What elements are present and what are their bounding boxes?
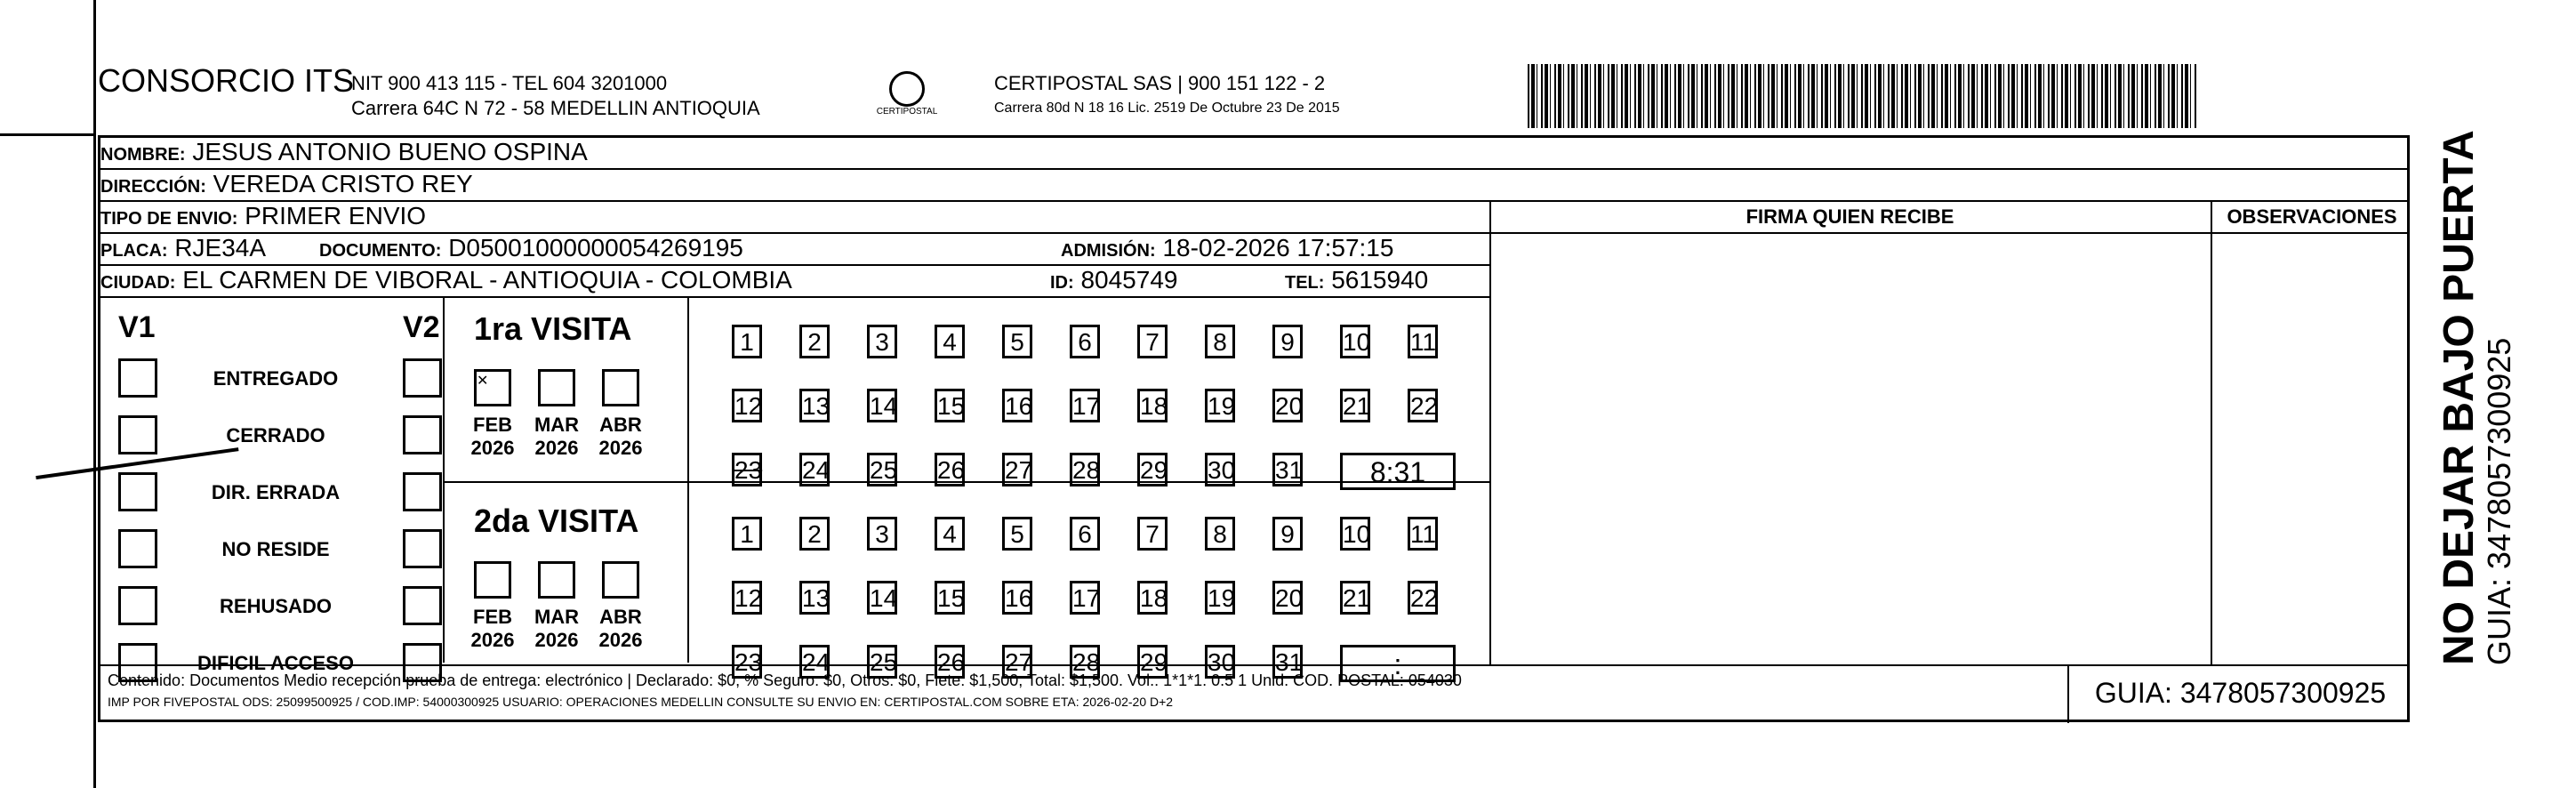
day-checkbox[interactable]: 23 [732, 453, 762, 486]
day-checkbox[interactable]: 1 [732, 517, 762, 551]
month-checkbox[interactable]: ✕ [474, 369, 511, 406]
side-line2: GUIA: 3478057300925 [2481, 337, 2517, 665]
status-item [118, 529, 438, 572]
day-checkbox[interactable]: 4 [935, 325, 965, 358]
ciudad-label: CIUDAD: [100, 273, 176, 293]
admision-value: 18-02-2026 17:57:15 [1162, 234, 1394, 261]
documento-label: DOCUMENTO: [319, 241, 442, 261]
day-checkbox[interactable]: 15 [935, 389, 965, 422]
day-checkbox[interactable]: 18 [1137, 389, 1168, 422]
time-field[interactable]: 8:31 [1340, 453, 1456, 490]
day-checkbox[interactable]: 22 [1408, 581, 1438, 615]
documento-field [319, 234, 743, 262]
day-checkbox[interactable]: 26 [935, 453, 965, 486]
day-checkbox[interactable]: 28 [1070, 453, 1100, 486]
tipo-label: TIPO DE ENVIO: [100, 209, 238, 229]
day-checkbox[interactable]: 21 [1340, 581, 1370, 615]
id-field [1050, 266, 1177, 294]
status-label: DIFICIL ACCESO [197, 652, 354, 674]
day-checkbox[interactable]: 23 [732, 645, 762, 679]
company-line2: Carrera 64C N 72 - 58 MEDELLIN ANTIOQUIA [351, 97, 760, 119]
footer-guia: GUIA: 3478057300925 [2067, 666, 2411, 723]
observaciones-label: OBSERVACIONES [2211, 202, 2411, 234]
company-line1: NIT 900 413 115 - TEL 604 3201000 [351, 72, 668, 94]
v1-checkbox[interactable] [118, 415, 157, 454]
day-checkbox[interactable]: 1 [732, 325, 762, 358]
direccion-label: DIRECCIÓN: [100, 177, 206, 197]
day-checkbox[interactable]: 8 [1205, 325, 1235, 358]
day-checkbox[interactable]: 8 [1205, 517, 1235, 551]
footer-line2: IMP POR FIVEPOSTAL ODS: 25099500925 / COD.IMP: 54000300925 USUARIO: OPERACIONES MEDELLIN CONSULTE SU ENVIO EN: CERTIPOSTAL.COM SOBRE ETA: 2026-02-20 D+2 [108, 695, 1174, 709]
day-checkbox[interactable]: 30 [1205, 453, 1235, 486]
day-checkbox[interactable]: 16 [1002, 389, 1032, 422]
admision-field [1061, 234, 1393, 262]
month-checkbox[interactable] [602, 369, 639, 406]
day-checkbox[interactable]: 19 [1205, 389, 1235, 422]
day-checkbox[interactable]: 4 [935, 517, 965, 551]
day-checkbox[interactable]: 2 [799, 517, 830, 551]
month-checkbox[interactable] [538, 561, 575, 599]
month-label: ABR 2026 [598, 414, 643, 459]
day-checkbox[interactable]: 14 [867, 389, 897, 422]
carrier-info [994, 71, 1340, 121]
day-checkbox[interactable]: 28 [1070, 645, 1100, 679]
barcode [1528, 64, 2196, 128]
top-left-border [0, 0, 96, 136]
id-value: 8045749 [1080, 266, 1178, 293]
company-info [351, 71, 760, 121]
v2-checkbox[interactable] [403, 415, 442, 454]
visit-title: 2da VISITA [474, 503, 639, 539]
day-checkbox[interactable]: 11 [1408, 517, 1438, 551]
company-name: CONSORCIO ITS [98, 62, 355, 99]
status-label: CERRADO [226, 424, 325, 446]
tel-label: TEL: [1285, 273, 1325, 293]
day-checkbox[interactable]: 21 [1340, 389, 1370, 422]
day-checkbox[interactable]: 3 [867, 325, 897, 358]
day-checkbox[interactable]: 5 [1002, 517, 1032, 551]
status-item [118, 358, 438, 401]
month-label: FEB 2026 [470, 606, 515, 651]
status-label: DIR. ERRADA [211, 481, 341, 503]
time-field[interactable]: : [1340, 645, 1456, 682]
day-checkbox[interactable]: 6 [1070, 325, 1100, 358]
day-checkbox[interactable]: 2 [799, 325, 830, 358]
direccion-value: VEREDA CRISTO REY [213, 170, 473, 197]
day-checkbox[interactable]: 31 [1272, 453, 1303, 486]
status-label: REHUSADO [220, 595, 332, 617]
day-checkbox[interactable]: 19 [1205, 581, 1235, 615]
month-checkbox[interactable] [538, 369, 575, 406]
header-left [98, 62, 354, 100]
v2-checkbox[interactable] [403, 529, 442, 568]
day-checkbox[interactable]: 11 [1408, 325, 1438, 358]
day-checkbox[interactable]: 20 [1272, 581, 1303, 615]
status-item [118, 415, 438, 458]
tipo-value: PRIMER ENVIO [245, 202, 427, 229]
visit-title: 1ra VISITA [474, 310, 632, 347]
month-label: FEB 2026 [470, 414, 515, 459]
carrier-line1: CERTIPOSTAL SAS | 900 151 122 - 2 [994, 72, 1326, 94]
v2-label: V2 [403, 310, 440, 344]
month-label: MAR 2026 [534, 606, 580, 651]
ciudad-value: EL CARMEN DE VIBORAL - ANTIOQUIA - COLOMBIA [182, 266, 792, 293]
left-border [93, 0, 96, 788]
day-checkbox[interactable]: 26 [935, 645, 965, 679]
carrier-line2: Carrera 80d N 18 16 Lic. 2519 De Octubre 23 De 2015 [994, 101, 1340, 116]
v1-checkbox[interactable] [118, 358, 157, 398]
firma-label: FIRMA QUIEN RECIBE [1745, 205, 1954, 228]
day-checkbox[interactable]: 6 [1070, 517, 1100, 551]
placa-label: PLACA: [100, 241, 168, 261]
v2-checkbox[interactable] [403, 472, 442, 511]
day-checkbox[interactable]: 31 [1272, 645, 1303, 679]
day-checkbox[interactable]: 3 [867, 517, 897, 551]
day-checkbox[interactable]: 9 [1272, 325, 1303, 358]
v2-checkbox[interactable] [403, 586, 442, 625]
day-checkbox[interactable]: 13 [799, 581, 830, 615]
day-checkbox[interactable]: 30 [1205, 645, 1235, 679]
day-checkbox[interactable]: 9 [1272, 517, 1303, 551]
month-checkbox[interactable] [474, 561, 511, 599]
day-checkbox[interactable]: 20 [1272, 389, 1303, 422]
day-checkbox[interactable]: 12 [732, 581, 762, 615]
tel-field [1285, 266, 1428, 294]
v1-checkbox[interactable] [118, 586, 157, 625]
day-checkbox[interactable]: 18 [1137, 581, 1168, 615]
documento-value: D05001000000054269195 [448, 234, 743, 261]
day-checkbox[interactable]: 14 [867, 581, 897, 615]
month-checkbox[interactable] [602, 561, 639, 599]
placa-value: RJE34A [174, 234, 267, 261]
shipping-form [98, 135, 2410, 722]
day-checkbox[interactable]: 25 [867, 453, 897, 486]
day-checkbox[interactable]: 27 [1002, 645, 1032, 679]
day-checkbox[interactable]: 17 [1070, 389, 1100, 422]
status-label: NO RESIDE [221, 538, 330, 560]
logo-text: CERTIPOSTAL [876, 107, 938, 117]
day-checkbox[interactable]: 16 [1002, 581, 1032, 615]
day-checkbox[interactable]: 22 [1408, 389, 1438, 422]
day-checkbox[interactable]: 27 [1002, 453, 1032, 486]
side-line1: NO DEJAR BAJO PUERTA [2436, 130, 2483, 665]
nombre-label: NOMBRE: [100, 145, 186, 165]
day-checkbox[interactable]: 10 [1340, 517, 1370, 551]
day-checkbox[interactable]: 15 [935, 581, 965, 615]
day-checkbox[interactable]: 7 [1137, 517, 1168, 551]
certipostal-logo [876, 71, 938, 117]
month-label: MAR 2026 [534, 414, 580, 459]
day-checkbox[interactable]: 5 [1002, 325, 1032, 358]
id-label: ID: [1050, 273, 1074, 293]
footer-line1: Contenido: Documentos Medio recepción prueba de entrega: electrónico | Declarado: $0, % Seguro: $0, Otros: $0, Flete: $1,500, Total: $1,500. Vol.: 1*1*1. 0.5 1 Unid. COD. POSTAL: 054030 [108, 671, 1462, 689]
day-checkbox[interactable]: 7 [1137, 325, 1168, 358]
tel-value: 5615940 [1331, 266, 1429, 293]
day-checkbox[interactable]: 24 [799, 453, 830, 486]
day-checkbox[interactable]: 13 [799, 389, 830, 422]
side-text [2436, 130, 2516, 665]
day-checkbox[interactable]: 12 [732, 389, 762, 422]
v1-checkbox[interactable] [118, 529, 157, 568]
day-checkbox[interactable]: 10 [1340, 325, 1370, 358]
day-checkbox[interactable]: 17 [1070, 581, 1100, 615]
admision-label: ADMISIÓN: [1061, 241, 1156, 261]
day-checkbox[interactable]: 24 [799, 645, 830, 679]
signature-header [1489, 202, 2410, 234]
status-label: ENTREGADO [213, 367, 339, 390]
day-checkbox[interactable]: 29 [1137, 453, 1168, 486]
status-item [118, 586, 438, 629]
day-checkbox[interactable]: 29 [1137, 645, 1168, 679]
nombre-value: JESUS ANTONIO BUENO OSPINA [192, 138, 588, 165]
day-checkbox[interactable]: 25 [867, 645, 897, 679]
month-label: ABR 2026 [598, 606, 643, 651]
v2-checkbox[interactable] [403, 358, 442, 398]
v1-label: V1 [118, 310, 156, 344]
